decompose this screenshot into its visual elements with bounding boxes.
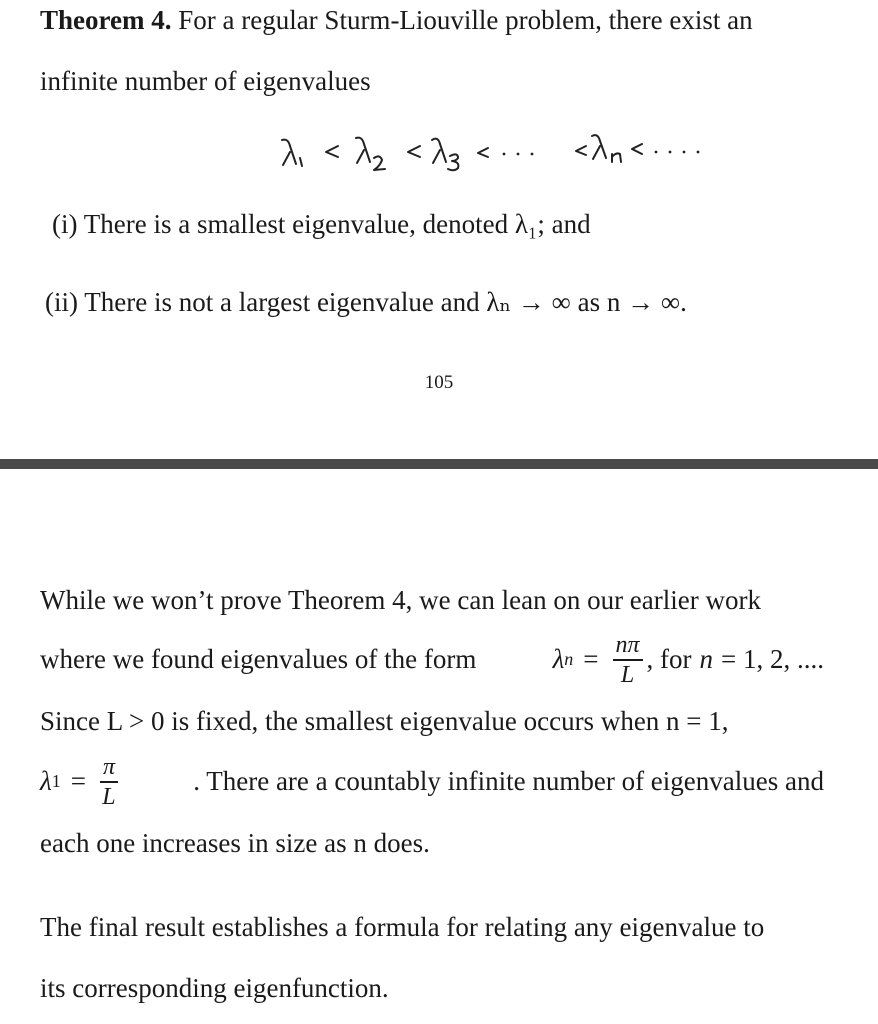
list-marker: (ii): [45, 287, 78, 317]
theorem-statement-line-2: infinite number of eigenvalues: [40, 66, 371, 96]
paragraph-1-line-3: Since L > 0 is fixed, the smallest eigenvalue occurs when n = 1,: [40, 706, 729, 736]
theorem-label: Theorem 4.: [40, 5, 172, 35]
page-divider: [0, 459, 878, 469]
list-item: [45, 287, 687, 318]
theorem-statement-line-1: [40, 5, 753, 36]
handwritten-eigenvalue-sequence: [270, 128, 730, 176]
smallest-eigenvalue-formula: λ 1 = $\frac{\pi}{L}$: [40, 755, 122, 809]
paragraph-1-line-5: each one increases in size as n does.: [40, 828, 430, 858]
paragraph-1-line-2: where we found eigenvalues of the form λ n = $\frac{n\pi}{L}$ , for n = 1, 2, ....: [40, 632, 824, 688]
paragraph-1-line-1: While we won’t prove Theorem 4, we can lean on our earlier work: [40, 585, 761, 615]
paragraph-2-line-1: The final result establishes a formula for relating any eigenvalue to: [40, 912, 765, 942]
eigenvalue-formula: λ n = $\frac{n\pi}{L}$ , for n = 1, 2, ....: [552, 632, 824, 688]
list-item: [52, 209, 591, 240]
paragraph-2-line-2: its corresponding eigenfunction.: [40, 973, 389, 1003]
page-number: 105: [424, 372, 454, 393]
paragraph-1-line-4: λ 1 = $\frac{\pi}{L}$ . There are a countably infinite number of eigenvalues and: [40, 754, 824, 810]
fraction-pi-over-L: $\frac{\pi}{L}$: [100, 755, 118, 809]
list-item-text: There is not a largest eigenvalue and λₙ → ∞ as n → ∞.: [84, 287, 687, 317]
fraction-n-pi-over-L: $\frac{n\pi}{L}$: [613, 633, 643, 687]
theorem-text-1: For a regular Sturm-Liouville problem, there exist an: [178, 5, 753, 35]
list-marker: (i): [52, 209, 78, 239]
list-item-text: There is a smallest eigenvalue, denoted λ₁; and: [83, 209, 591, 239]
